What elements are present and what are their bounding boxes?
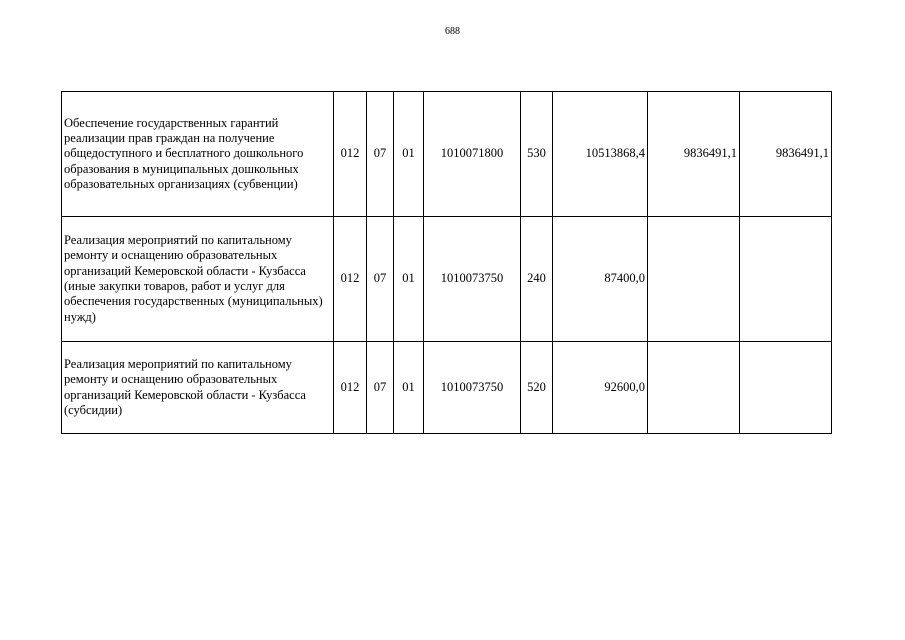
amount-1: 87400,0	[553, 217, 648, 342]
amount-2	[648, 342, 740, 434]
amount-3	[740, 342, 832, 434]
table-row	[62, 217, 832, 342]
ministry-code: 012	[334, 342, 367, 434]
expense-type-code: 240	[521, 217, 553, 342]
expense-type-code: 520	[521, 342, 553, 434]
section-code: 07	[367, 92, 394, 217]
section-code: 07	[367, 342, 394, 434]
row-name: Реализация мероприятий по капитальному ремонту и оснащению образовательных организаций Кемеровской области - Кузбасса (субсидии)	[62, 342, 334, 434]
section-code: 07	[367, 217, 394, 342]
amount-2: 9836491,1	[648, 92, 740, 217]
ministry-code: 012	[334, 217, 367, 342]
target-article-code: 1010073750	[424, 217, 521, 342]
amount-2	[648, 217, 740, 342]
target-article-code: 1010071800	[424, 92, 521, 217]
expense-type-code: 530	[521, 92, 553, 217]
amount-1: 10513868,4	[553, 92, 648, 217]
row-name: Обеспечение государственных гарантий реализации прав граждан на получение общедоступного и бесплатного дошкольного образования в муниципальных дошкольных образовательных организациях (субвенции)	[62, 92, 334, 217]
ministry-code: 012	[334, 92, 367, 217]
subsection-code: 01	[394, 92, 424, 217]
page-number: 688	[445, 26, 460, 37]
amount-1: 92600,0	[553, 342, 648, 434]
table-row	[62, 342, 832, 434]
target-article-code: 1010073750	[424, 342, 521, 434]
amount-3: 9836491,1	[740, 92, 832, 217]
amount-3	[740, 217, 832, 342]
row-name: Реализация мероприятий по капитальному ремонту и оснащению образовательных организаций Кемеровской области - Кузбасса (иные закупки товаров, работ и услуг для обеспечения государственных (муниципальных) нужд)	[62, 217, 334, 342]
subsection-code: 01	[394, 217, 424, 342]
table-row	[62, 92, 832, 217]
budget-table	[61, 91, 832, 434]
subsection-code: 01	[394, 342, 424, 434]
